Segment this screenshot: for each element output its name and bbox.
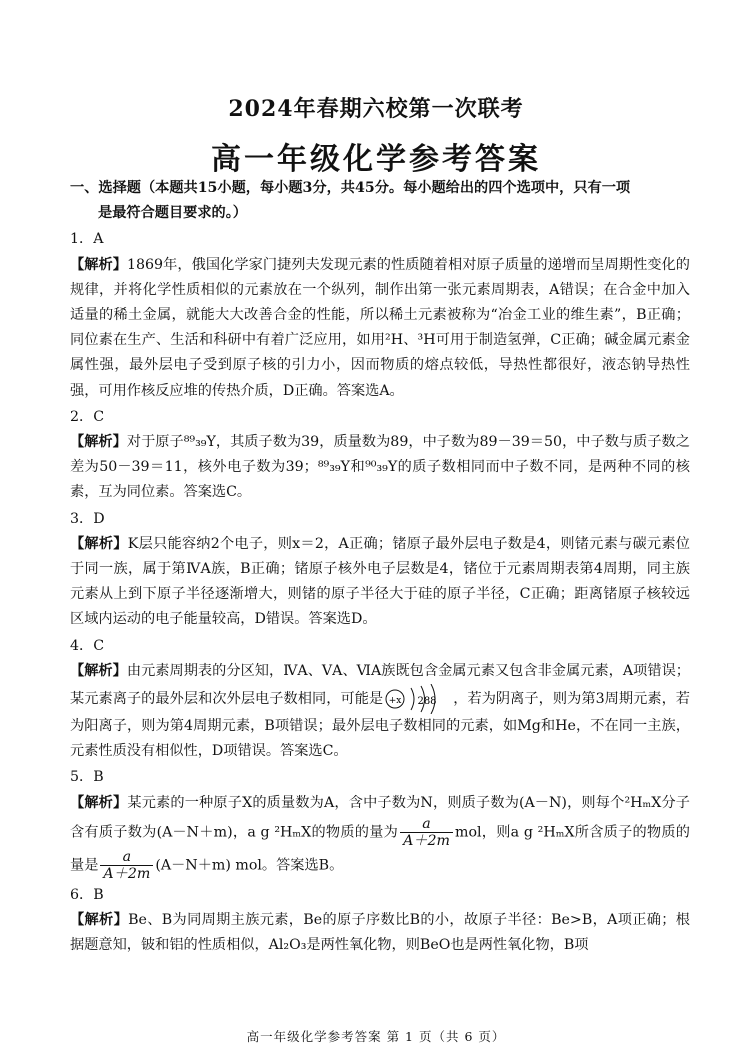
question-label: 4．C [70,637,105,654]
fraction-numerator: a [400,816,453,833]
question-label: 1．A [70,231,104,248]
question-analysis [70,253,690,404]
question-analysis [70,791,690,882]
ion-structure-diagram [383,684,453,714]
exam-title: 2024年春期六校第一次联考 [228,96,524,122]
analysis-text: ，其质子数为39，质量数为89，中子数为89－39＝50，中子数与质子数之差为50－39＝11，核外电子数为39； [70,434,690,476]
fraction-denominator: A＋2m [403,832,450,849]
analysis-text: 的质子数相同而中子数不同，是两种不同的核素，互为同位素。答案选C。 [70,459,690,501]
analysis-text: K层只能容纳2个电子，则x＝2，A正确；锗原子最外层电子数是4，则锗元素与碳元素位于同一族，属于第ⅣA族，B正确；锗原子核外电子层数是4，锗位于元素周期表第4周期，同主族元素从上到下原子半径逐渐增大，则锗的原子半径大于硅的原子半径，C正确；距离锗原子核较远区域内运动的电子能量较高，D错误。答案选D。 [70,535,690,628]
question-analysis [70,430,690,506]
question-label: 2．C [70,408,105,425]
subject-title: 高一年级化学参考答案 [211,142,541,177]
fraction [400,816,453,849]
question-analysis [70,659,690,765]
analysis-text: 由元素周期表的分区知，ⅣA、ⅤA、ⅥA族既包含金属元素又包含非金属元素，A项错误；某元素离子的最外层和次外层电子数相同，可能是 [70,662,690,708]
analysis-tag: 【解析】 [70,912,129,929]
analysis-text: 对于原子 [126,434,184,451]
analysis-tag: 【解析】 [70,662,127,679]
fraction-denominator: A＋2m [103,865,151,882]
analysis-text: 和 [350,459,366,476]
analysis-text: ，若为阴离子，则为第3周期元素，若为阳离子，则为第4周期元素，B项错误；最外层电子数相同的元素，如Mg和He，不在同一主族，元素性质没有相似性，D项错误。答案选C。 [70,691,690,760]
fraction-numerator: a [100,849,153,866]
analysis-text: Be、B为同周期主族元素，Be的原子序数比B的小，故原子半径：Be>B，A项正确；根据题意知，铍和铝的性质相似，Al₂O₃是两性氧化物，则BeO也是两性氧化物，B项 [70,912,690,954]
answer-body [70,176,690,958]
question-label: 6．B [70,886,104,903]
ion-shell-label: 288 [417,696,437,708]
nuclide-y89: ⁸⁹₃₉Y [183,434,216,451]
question-analysis [70,532,690,633]
analysis-tag: 【解析】 [70,256,127,273]
ion-core-label: +x [388,696,402,707]
question-label: 5．B [70,769,104,786]
question-analysis [70,908,690,958]
analysis-text: (A－N＋m) mol。答案选B。 [155,857,344,874]
nuclide-y89: ⁸⁹₃₉Y [317,459,350,476]
analysis-text: 某元素的一种原子X的质量数为A，含中子数为N，则质子数为(A－N)，则每个²HₘX分子含有质子数为(A－N＋m)，a g ²HₘX的物质的量为 [70,794,690,841]
analysis-text: mol，则a g ²HₘX所含质子的物质的量是 [70,824,690,874]
section-heading-cont: 是最符合题目要求的。） [98,205,247,222]
nuclide-y90: ⁹⁰₃₉Y [365,459,398,476]
analysis-tag: 【解析】 [70,535,128,552]
fraction [100,849,153,882]
analysis-tag: 【解析】 [70,794,128,811]
page-footer: 高一年级化学参考答案 第 1 页（共 6 页） [246,1029,506,1044]
section-heading: 一、选择题（本题共15小题，每小题3分，共45分。每小题给出的四个选项中，只有一项 [70,180,631,196]
analysis-tag: 【解析】 [70,434,127,451]
analysis-text: 1869年，俄国化学家门捷列夫发现元素的性质随着相对原子质量的递增而呈周期性变化的规律，并将化学性质相似的元素放在一个纵列，制作出第一张元素周期表，A错误；在合金中加入适量的稀土金属，就能大大改善合金的性能，所以稀土元素被称为“冶金工业的维生素”，B正确；同位素在生产、生活和科研中有着广泛应用，如用²H、³H可用于制造氢弹，C正确；碱金属元素金属性强，最外层电子受到原子核的引力小，因而物质的熔点较低，导热性都很好，液态钠导热性强，可用作核反应堆的传热介质，D正确。答案选A。 [70,256,690,399]
question-label: 3．D [70,510,105,527]
